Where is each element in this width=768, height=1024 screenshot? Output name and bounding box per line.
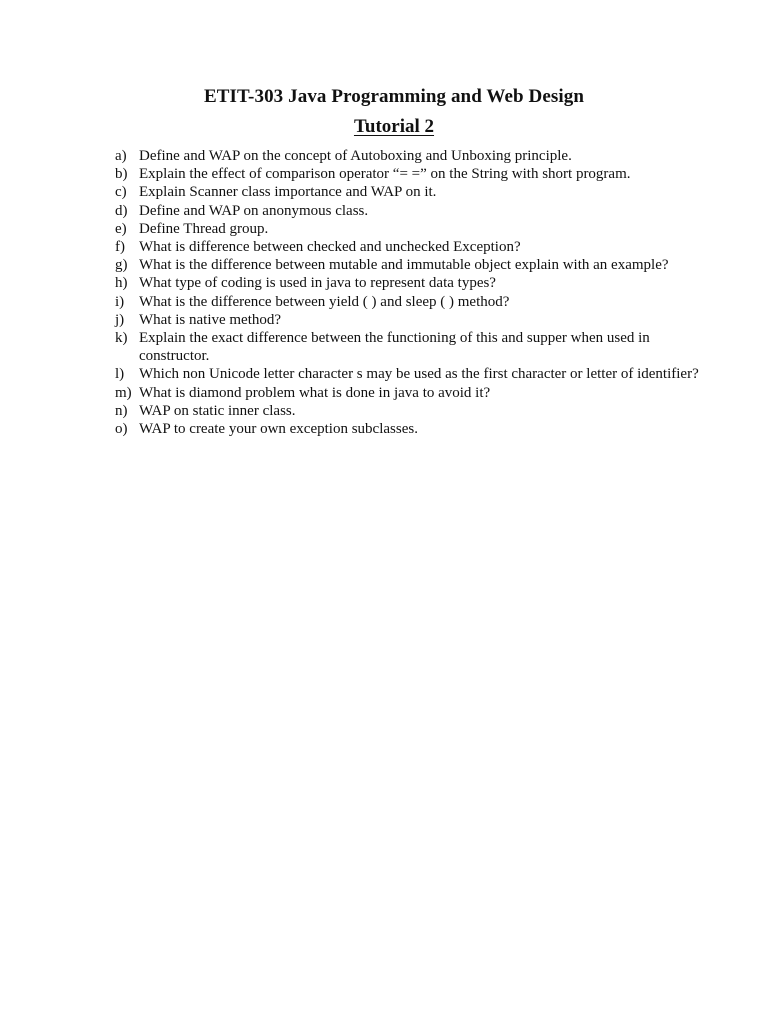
question-marker: k) (115, 330, 128, 347)
question-marker: o) (115, 421, 128, 438)
question-list (115, 147, 705, 438)
question-marker: c) (115, 184, 127, 201)
question-text: WAP on static inner class. (139, 402, 296, 419)
question-item (115, 256, 705, 274)
question-text: What is native method? (139, 311, 282, 328)
question-marker: h) (115, 275, 128, 292)
question-marker: b) (115, 166, 128, 183)
question-text: What is the difference between yield ( ) and sleep ( ) method? (139, 293, 510, 310)
question-item (115, 402, 705, 420)
question-item (115, 420, 705, 438)
question-item (115, 220, 705, 238)
question-marker: e) (115, 220, 127, 237)
question-item (115, 384, 705, 402)
question-text: What is the difference between mutable and immutable object explain with an example? (139, 257, 669, 274)
question-text: Explain Scanner class importance and WAP on it. (139, 184, 437, 201)
question-marker: l) (115, 366, 125, 383)
question-text: Which non Unicode letter character s may be used as the first character or letter of identifier? (139, 366, 699, 383)
question-item (115, 329, 705, 365)
question-text: Explain the effect of comparison operator “= =” on the String with short program. (139, 166, 631, 183)
question-text: Explain the exact difference between the functioning of this and supper when used in constructor. (139, 330, 650, 365)
question-item (115, 147, 705, 165)
question-marker: f) (115, 239, 125, 256)
question-marker: g) (115, 257, 128, 274)
question-item (115, 311, 705, 329)
question-item (115, 202, 705, 220)
question-text: Define and WAP on anonymous class. (139, 202, 369, 219)
question-text: Define and WAP on the concept of Autoboxing and Unboxing principle. (139, 148, 572, 164)
question-marker: a) (115, 148, 127, 164)
question-text: What is diamond problem what is done in java to avoid it? (139, 384, 491, 401)
document-subtitle-text: Tutorial 2 (353, 116, 435, 137)
document-title: ETIT-303 Java Programming and Web Design (203, 86, 584, 107)
question-item (115, 293, 705, 311)
question-marker: i) (115, 293, 125, 310)
question-text: What is difference between checked and unchecked Exception? (139, 239, 521, 256)
question-marker: m) (115, 384, 132, 401)
question-marker: j) (115, 311, 125, 328)
question-text: Define Thread group. (139, 220, 269, 237)
question-item (115, 274, 705, 292)
question-item (115, 165, 705, 183)
question-item (115, 238, 705, 256)
question-item (115, 365, 705, 383)
question-marker: d) (115, 202, 128, 219)
question-item (115, 183, 705, 201)
question-marker: n) (115, 402, 128, 419)
document-subtitle (0, 116, 768, 138)
question-text: WAP to create your own exception subclasses. (139, 421, 418, 438)
question-text: What type of coding is used in java to represent data types? (139, 275, 496, 292)
